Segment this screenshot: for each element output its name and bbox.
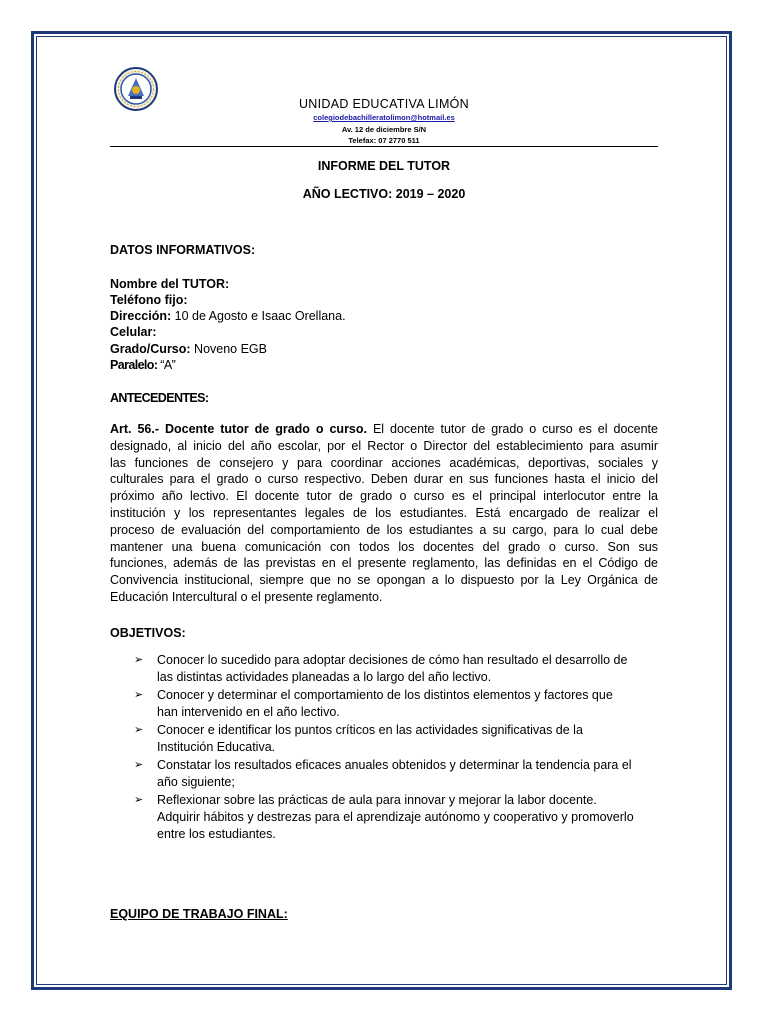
nombre-tutor-label: Nombre del TUTOR: (110, 277, 230, 291)
grado-row (110, 342, 267, 356)
school-phone: Telefax: 07 2770 511 (348, 136, 420, 145)
grado-value: Noveno EGB (190, 342, 267, 356)
school-name: UNIDAD EDUCATIVA LIMÓN (298, 97, 470, 111)
arrow-bullet-icon: ➢ (134, 689, 144, 701)
objetivos-list (134, 652, 658, 843)
paragraph-line: Art. 56.- Docente tutor de grado o curso. El docente tutor de grado o curso es el docente (110, 422, 658, 436)
report-title: INFORME DEL TUTOR (317, 159, 451, 173)
paragraph-line: próximo año lectivo. El docente tutor de grado o curso es el principal interlocutor entre la (110, 489, 658, 504)
paralelo-label: Paralelo: (110, 358, 158, 372)
grado-label: Grado/Curso: (110, 342, 191, 356)
paragraph-line: mantener una buena comunicación con todos los docentes del grado o curso. Son sus (110, 539, 658, 554)
paralelo-row (110, 358, 175, 372)
document-page (110, 0, 658, 1024)
arrow-bullet-icon: ➢ (134, 794, 144, 806)
school-address: Av. 12 de diciembre S/N (341, 125, 427, 134)
article-label: Art. 56.- Docente tutor de grado o curso. (110, 422, 367, 436)
celular-label: Celular: (110, 325, 157, 339)
paragraph-line: funciones, además de las previstas en el presente reglamento, las definidas en el Código de (110, 556, 658, 571)
paragraph-line: Educación Intercultural o el presente reglamento. (110, 589, 383, 604)
direccion-value: 10 de Agosto e Isaac Orellana. (171, 309, 346, 323)
antecedentes-paragraph (110, 421, 658, 606)
paragraph-line: las funciones de consejero y para coordinar acciones académicas, deportivas, sociales y (110, 455, 658, 470)
datos-heading: DATOS INFORMATIVOS: (110, 243, 256, 257)
school-year-title: AÑO LECTIVO: 2019 – 2020 (302, 187, 466, 201)
header-divider (110, 146, 658, 147)
arrow-bullet-icon: ➢ (134, 724, 144, 736)
antecedentes-heading: ANTECEDENTES: (110, 391, 209, 405)
school-email-link[interactable]: colegiodebachilleratolimon@hotmail.es (313, 113, 455, 122)
objetivo-item: ➢ Reflexionar sobre las prácticas de aula para innovar y mejorar la labor docente. (134, 793, 597, 807)
telefono-label: Teléfono fijo: (110, 293, 188, 307)
direccion-label: Dirección: (110, 309, 172, 323)
equipo-heading: EQUIPO DE TRABAJO FINAL: (110, 907, 288, 921)
arrow-bullet-icon: ➢ (134, 654, 144, 666)
objetivo-item: ➢ Conocer e identificar los puntos críticos en las actividades significativas de la Institución Educativa. (134, 723, 583, 754)
objetivo-item: ➢ Conocer lo sucedido para adoptar decisiones de cómo han resultado el desarrollo de las distintas actividades planeadas a lo largo del año lectivo. (134, 653, 628, 684)
objetivo-continuation: Adquirir hábitos y destrezas para el aprendizaje autónomo y cooperativo y promoverlo entre los estudiantes. (157, 810, 634, 841)
objetivo-item: ➢ Conocer y determinar el comportamiento de los distintos elementos y factores que han intervenido en el año lectivo. (134, 688, 613, 719)
paragraph-line: designado, al inicio del año escolar, por el Rector o Director del establecimiento para asumir (110, 438, 658, 453)
direccion-row (110, 309, 346, 323)
objetivo-item: ➢ Constatar los resultados eficaces anuales obtenidos y determinar la tendencia para el año siguiente; (134, 758, 632, 789)
objetivos-heading: OBJETIVOS: (110, 626, 186, 640)
arrow-bullet-icon: ➢ (134, 759, 144, 771)
paragraph-line: proceso de evaluación del comportamiento de los estudiantes a su cargo, para lo cual debe (110, 522, 658, 537)
paralelo-value: “A” (157, 358, 176, 372)
paragraph-line: institución y los representantes legales de los estudiantes. Está encargado de realizar el (110, 505, 658, 520)
paragraph-line: culturales para el grado o curso respectivo. Deben durar en sus funciones hasta el inicio del (110, 472, 658, 487)
paragraph-line: Convivencia institucional, siempre que no se opongan a lo dispuesto por la Ley Orgánica de (110, 573, 658, 588)
